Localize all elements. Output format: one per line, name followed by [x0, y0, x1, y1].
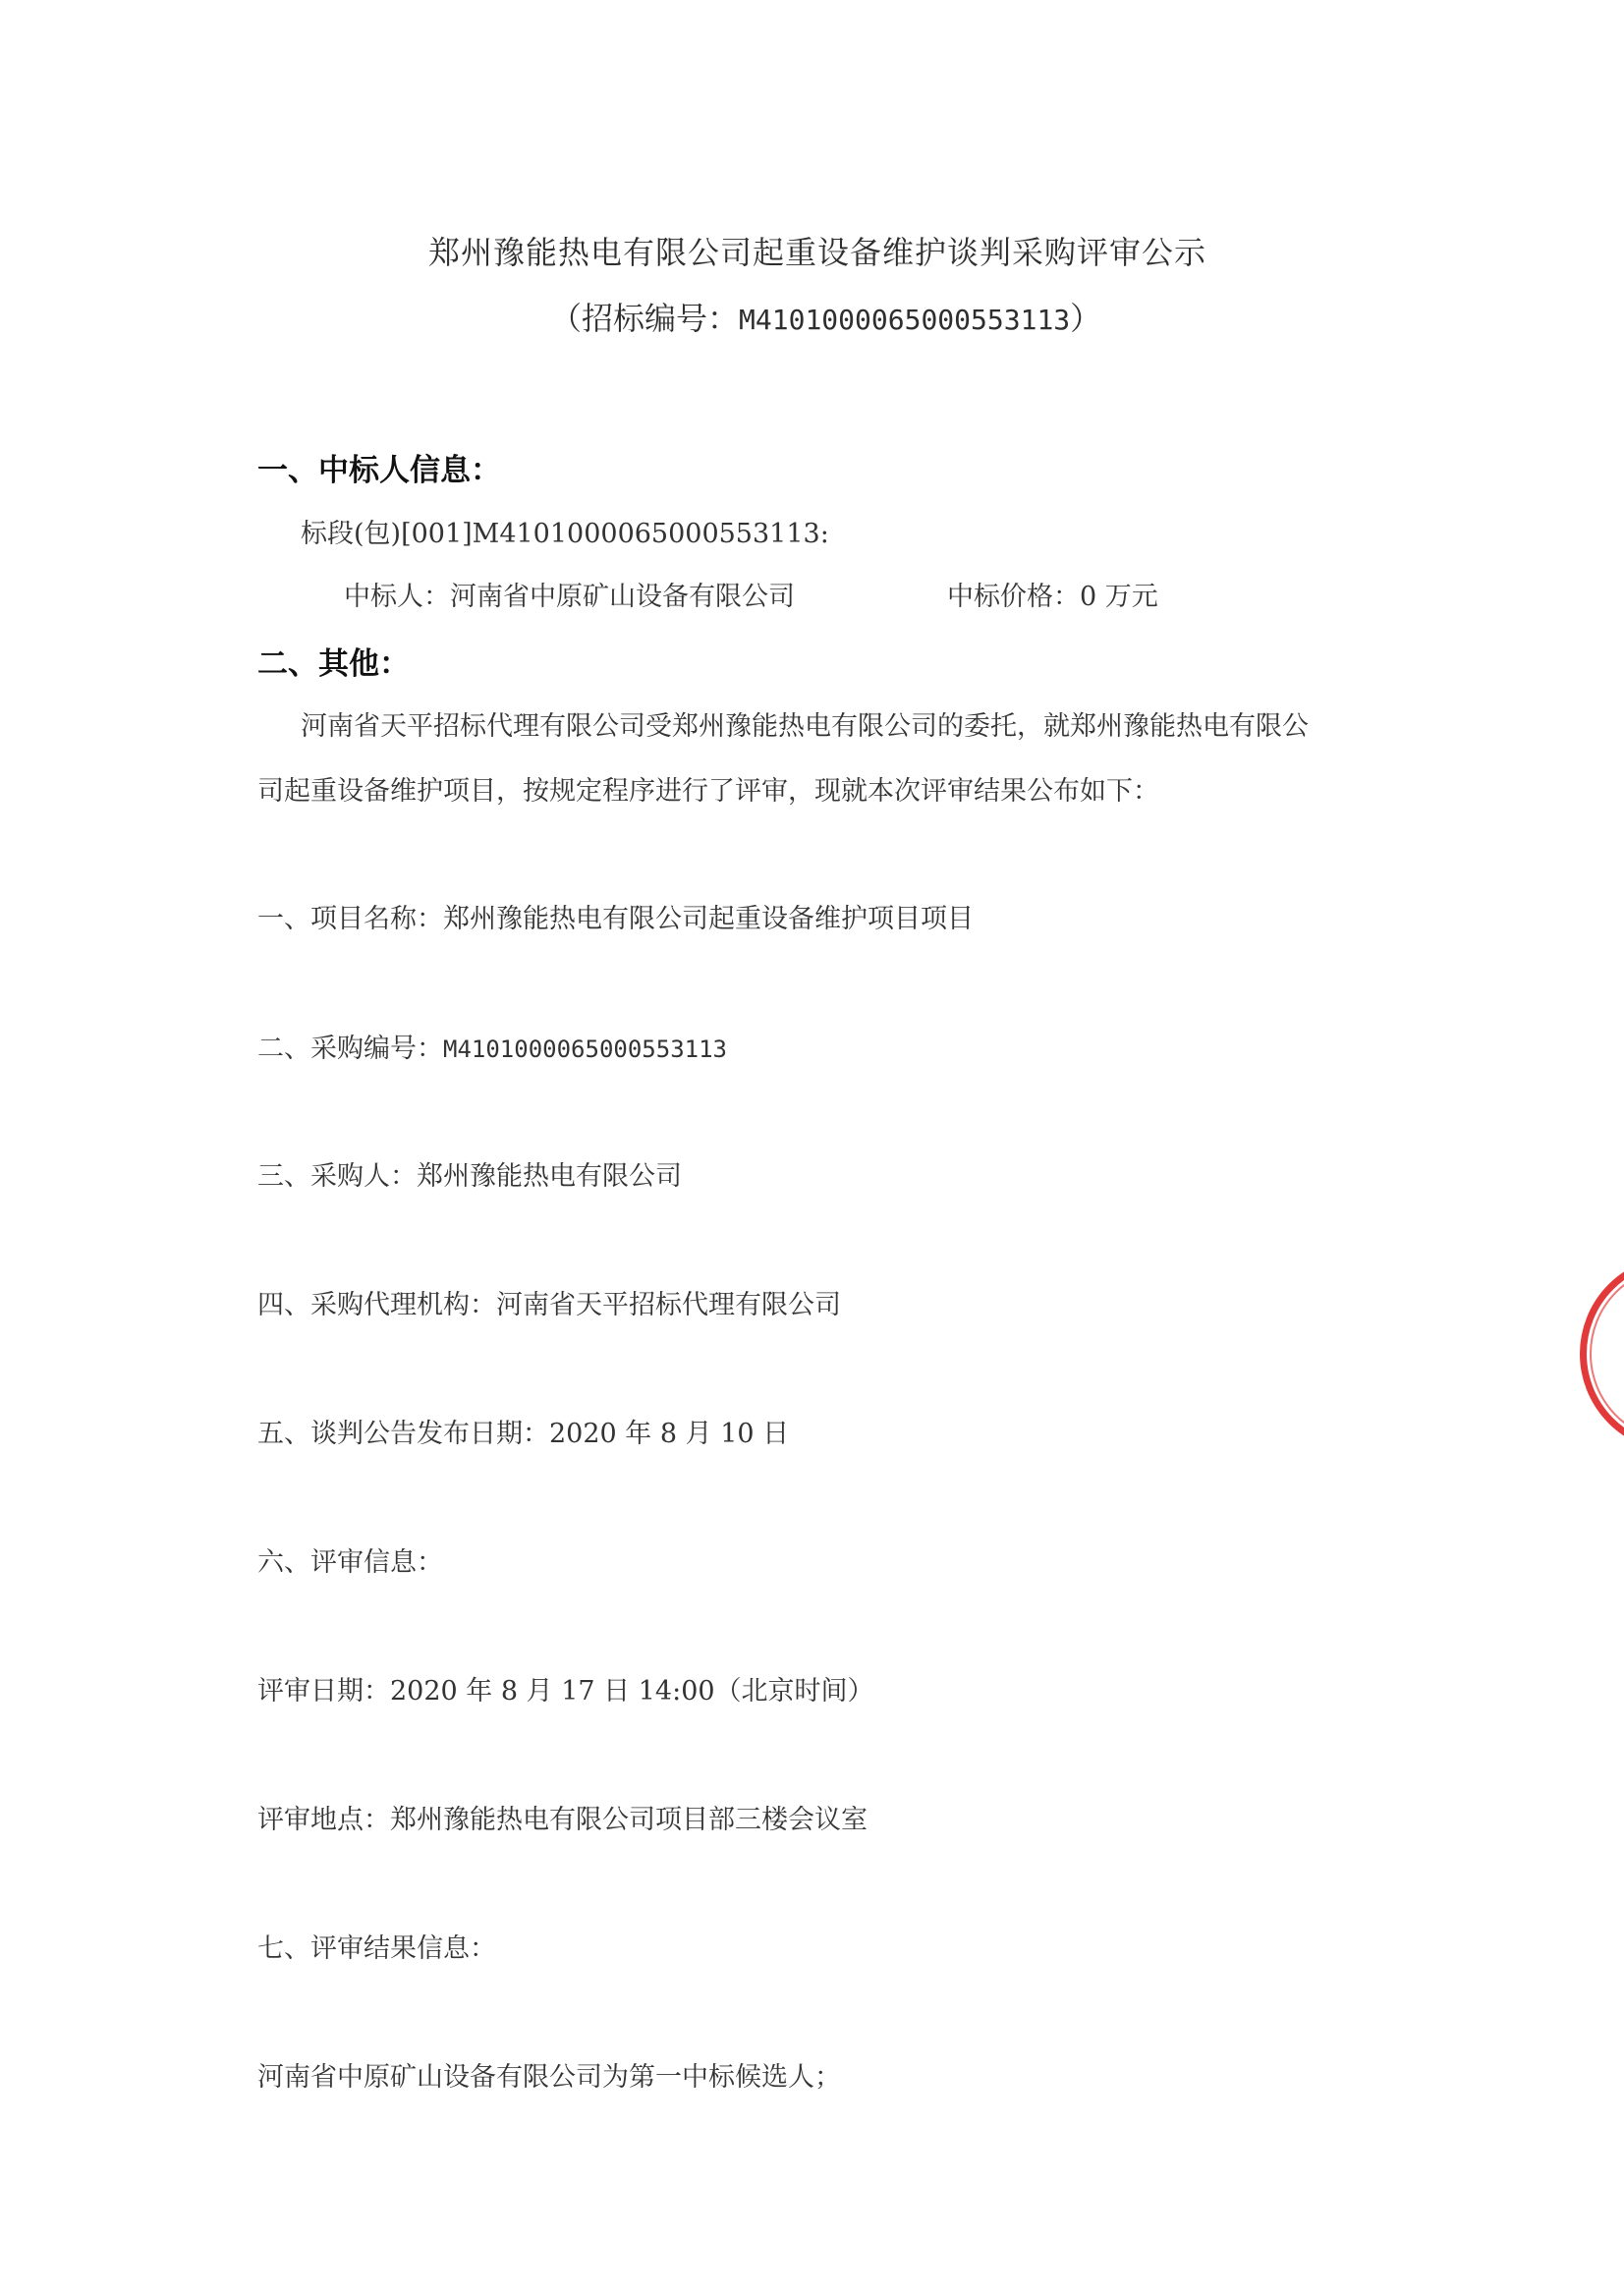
winner-label: 中标人： [344, 582, 450, 612]
price-value: 0 万元 [1080, 582, 1158, 612]
intro-paragraph-line-2: 司起重设备维护项目，按规定程序进行了评审，现就本次评审结果公布如下： [257, 776, 1159, 807]
first-candidate-item: 河南省中原矿山设备有限公司为第一中标候选人； [257, 2062, 841, 2093]
purchase-code-label: 二、采购编号： [257, 1034, 443, 1064]
review-date-item: 评审日期：2020 年 8 月 17 日 14:00（北京时间） [257, 1676, 874, 1707]
winner-section-heading: 一、中标人信息： [257, 453, 501, 488]
price-label: 中标价格： [947, 582, 1080, 612]
lot-line: 标段(包)[001]M4101000065000553113: [301, 519, 829, 549]
agency-item: 四、采购代理机构：河南省天平招标代理有限公司 [257, 1290, 841, 1320]
winner-line [344, 580, 795, 615]
document-title: 郑州豫能热电有限公司起重设备维护谈判采购评审公示 [428, 234, 1207, 271]
winner-value: 河南省中原矿山设备有限公司 [450, 582, 795, 612]
announce-date-item: 五、谈判公告发布日期：2020 年 8 月 10 日 [257, 1419, 790, 1449]
review-info-item: 六、评审信息： [257, 1547, 443, 1578]
tender-number-prefix: （招标编号： [550, 300, 740, 337]
purchase-code-item [257, 1032, 727, 1067]
price-line [947, 580, 1158, 615]
review-place-item: 评审地点：郑州豫能热电有限公司项目部三楼会议室 [257, 1805, 868, 1835]
tender-number-suffix: ） [1070, 300, 1102, 337]
intro-paragraph-line-1: 河南省天平招标代理有限公司受郑州豫能热电有限公司的委托，就郑州豫能热电有限公 [301, 711, 1309, 742]
result-info-item: 七、评审结果信息： [257, 1933, 496, 1964]
other-section-heading: 二、其他： [257, 646, 410, 682]
tender-number-line [550, 298, 1101, 341]
project-name-item: 一、项目名称：郑州豫能热电有限公司起重设备维护项目项目 [257, 904, 974, 934]
purchase-code-value: M4101000065000553113 [443, 1036, 727, 1063]
purchaser-item: 三、采购人：郑州豫能热电有限公司 [257, 1161, 682, 1192]
tender-number-code: M4101000065000553113 [739, 304, 1071, 336]
